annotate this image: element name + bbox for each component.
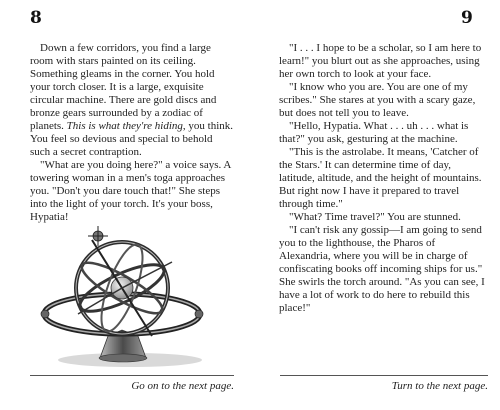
page-body bbox=[30, 42, 235, 224]
paragraph: "What are you doing here?" a voice says. A towering woman in a men's toga approaches you. "Don't you dare touch that!" She steps into the light of your torch. It's your boss, Hypatia! bbox=[30, 159, 231, 223]
footer-rule bbox=[30, 375, 234, 376]
paragraph: "I know who you are. You are one of my scribes." She stares at you with a scary gaze, but does not tell you to leave. bbox=[279, 81, 476, 119]
page-body bbox=[279, 42, 485, 315]
footer-instruction: Go on to the next page. bbox=[131, 380, 234, 392]
paragraph bbox=[30, 42, 235, 159]
paragraph: "I . . . I hope to be a scholar, so I am here to learn!" you blurt out as she approaches, using her own torch to look at your face. bbox=[279, 42, 482, 80]
footer-instruction: Turn to the next page. bbox=[391, 380, 488, 392]
page-number: 9 bbox=[461, 8, 473, 28]
paragraph: "Hello, Hypatia. What . . . uh . . . what is that?" you ask, gesturing at the machine. bbox=[279, 120, 469, 145]
paragraph: "This is the astrolabe. It means, 'Catcher of the Stars.' It can determine time of day, latitude, altitude, and the height of mountains. But right now I have it prepared to travel through time." bbox=[279, 146, 482, 210]
paragraph-text: , you think. You feel so devious and special to behold such a secret contraption. bbox=[30, 120, 234, 158]
paragraph-text: Down a few corridors, you find a large room with stars painted on its ceiling. Something gleams in the corner. You hold your torch closer. It is a large, exquisite circular machine. There are gold discs and bronze gears surrounded by a zodiac of planets. bbox=[30, 42, 217, 132]
italic-thought: This is what they're hiding bbox=[66, 120, 183, 132]
paragraph: "What? Time travel?" You are stunned. bbox=[289, 211, 461, 223]
page-number: 8 bbox=[30, 8, 42, 28]
right-page bbox=[250, 0, 500, 410]
footer-rule bbox=[280, 375, 488, 376]
paragraph: "I can't risk any gossip—I am going to send you to the lighthouse, the Pharos of Alexandria, where you will be in charge of confiscating books off incoming ships for us." She swirls the torch around. "As you can see, I have a lot of work to do here to rebuild this place!" bbox=[279, 224, 485, 314]
astrolabe-illustration bbox=[12, 218, 222, 368]
